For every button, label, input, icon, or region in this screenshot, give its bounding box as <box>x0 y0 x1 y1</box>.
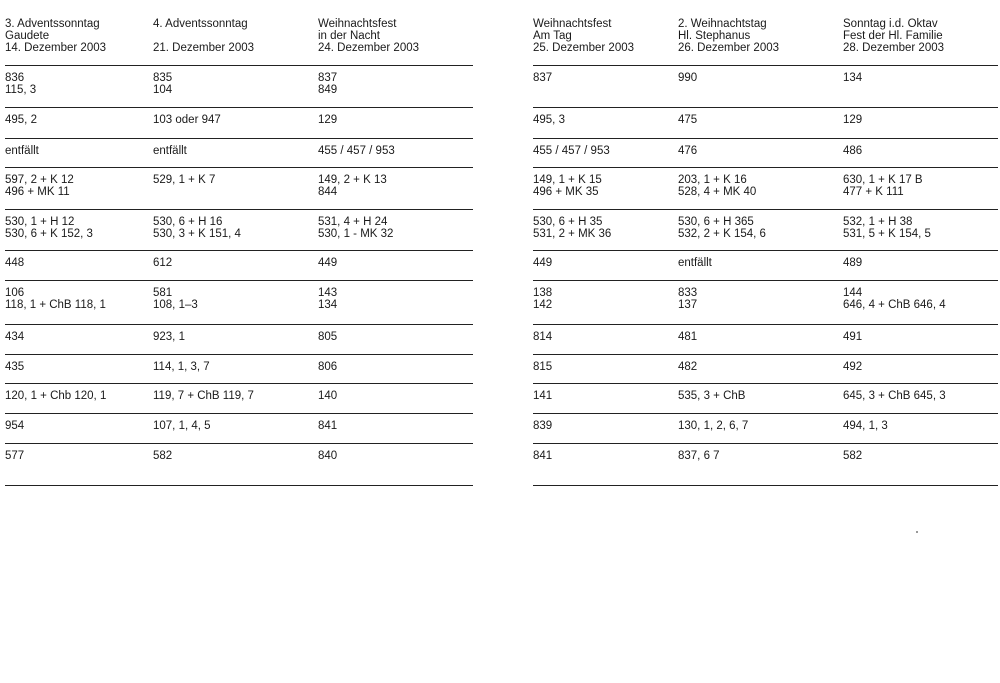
table-row <box>533 384 998 414</box>
table-row <box>5 384 473 414</box>
table-cell: 582 <box>843 450 863 462</box>
table-cell: 495, 2 <box>5 114 37 126</box>
table-cell: 841 <box>533 450 553 462</box>
table-cell: 144 646, 4 + ChB 646, 4 <box>843 287 946 311</box>
table-header <box>533 18 998 66</box>
table-row <box>533 281 998 325</box>
table-cell: 434 <box>5 331 25 343</box>
table-cell: 836 115, 3 <box>5 72 37 96</box>
table-row <box>533 251 998 281</box>
table-cell: 837 849 <box>318 72 338 96</box>
table-cell: 645, 3 + ChB 645, 3 <box>843 390 946 402</box>
column-header: Sonntag i.d. Oktav Fest der Hl. Familie 28. Dezember 2003 <box>843 18 945 54</box>
table-cell: 449 <box>318 257 338 269</box>
table-cell: entfällt <box>153 145 187 157</box>
table-row <box>5 444 473 486</box>
table-cell: 449 <box>533 257 553 269</box>
table-row <box>5 281 473 325</box>
table-header <box>5 18 473 66</box>
table-cell: 530, 6 + H 365 532, 2 + K 154, 6 <box>678 216 766 240</box>
table-row <box>5 355 473 384</box>
table-row <box>533 210 998 251</box>
table-cell: 129 <box>318 114 338 126</box>
table-cell: entfällt <box>678 257 712 269</box>
table-row <box>5 325 473 355</box>
table-row <box>533 168 998 210</box>
table-cell: 140 <box>318 390 338 402</box>
table-cell: 577 <box>5 450 25 462</box>
table-cell: 530, 1 + H 12 530, 6 + K 152, 3 <box>5 216 93 240</box>
table-cell: 529, 1 + K 7 <box>153 174 216 186</box>
table-row <box>533 325 998 355</box>
table-cell: 530, 6 + H 35 531, 2 + MK 36 <box>533 216 612 240</box>
table-cell: 923, 1 <box>153 331 185 343</box>
table-cell: 149, 1 + K 15 496 + MK 35 <box>533 174 602 198</box>
column-header: Weihnachtsfest Am Tag 25. Dezember 2003 <box>533 18 635 54</box>
table-row <box>533 139 998 168</box>
table-cell: 103 oder 947 <box>153 114 221 126</box>
table-cell: 134 <box>843 72 863 84</box>
table-cell: 581 108, 1–3 <box>153 287 198 311</box>
table-cell: 837, 6 7 <box>678 450 720 462</box>
table-cell: 814 <box>533 331 553 343</box>
table-row <box>533 355 998 384</box>
table-cell: 532, 1 + H 38 531, 5 + K 154, 5 <box>843 216 931 240</box>
table-cell: 455 / 457 / 953 <box>318 145 395 157</box>
table-cell: 106 118, 1 + ChB 118, 1 <box>5 287 106 311</box>
table-cell: 491 <box>843 331 863 343</box>
table-cell: 486 <box>843 145 863 157</box>
table-cell: 835 104 <box>153 72 173 96</box>
table-row <box>5 251 473 281</box>
table-cell: 839 <box>533 420 553 432</box>
table-cell: 107, 1, 4, 5 <box>153 420 211 432</box>
table-row <box>5 168 473 210</box>
table-cell: 481 <box>678 331 698 343</box>
table-row <box>5 139 473 168</box>
table-cell: 492 <box>843 361 863 373</box>
table-cell: 597, 2 + K 12 496 + MK 11 <box>5 174 74 198</box>
table-row <box>533 66 998 108</box>
table-row <box>533 444 998 486</box>
table-row <box>5 108 473 139</box>
table-cell: 630, 1 + K 17 B 477 + K 111 <box>843 174 923 198</box>
table-cell: 833 137 <box>678 287 698 311</box>
right-table <box>533 18 998 486</box>
table-cell: entfällt <box>5 145 39 157</box>
table-row <box>533 108 998 139</box>
table-cell: 841 <box>318 420 338 432</box>
table-cell: 806 <box>318 361 338 373</box>
table-cell: 435 <box>5 361 25 373</box>
table-cell: 489 <box>843 257 863 269</box>
table-cell: 455 / 457 / 953 <box>533 145 610 157</box>
table-cell: 494, 1, 3 <box>843 420 888 432</box>
table-cell: 138 142 <box>533 287 553 311</box>
table-cell: 530, 6 + H 16 530, 3 + K 151, 4 <box>153 216 241 240</box>
table-cell: 143 134 <box>318 287 338 311</box>
table-cell: 114, 1, 3, 7 <box>153 361 210 373</box>
table-row <box>5 414 473 444</box>
table-cell: 475 <box>678 114 698 126</box>
left-table <box>5 18 473 486</box>
table-cell: 535, 3 + ChB <box>678 390 746 402</box>
table-cell: 815 <box>533 361 553 373</box>
column-header: 4. Adventssonntag 21. Dezember 2003 <box>153 18 255 54</box>
table-row <box>5 210 473 251</box>
table-cell: 203, 1 + K 16 528, 4 + MK 40 <box>678 174 757 198</box>
table-cell: 612 <box>153 257 173 269</box>
table-row <box>533 414 998 444</box>
table-cell: 990 <box>678 72 698 84</box>
table-cell: 119, 7 + ChB 119, 7 <box>153 390 254 402</box>
table-cell: 141 <box>533 390 553 402</box>
column-header: 2. Weihnachtstag Hl. Stephanus 26. Dezember 2003 <box>678 18 780 54</box>
table-cell: 482 <box>678 361 698 373</box>
table-cell: 495, 3 <box>533 114 565 126</box>
table-cell: 582 <box>153 450 173 462</box>
table-cell: 476 <box>678 145 698 157</box>
column-header: 3. Adventssonntag Gaudete 14. Dezember 2003 <box>5 18 107 54</box>
table-cell: 837 <box>533 72 553 84</box>
column-header: Weihnachtsfest in der Nacht 24. Dezember 2003 <box>318 18 420 54</box>
table-row <box>5 66 473 108</box>
table-cell: 531, 4 + H 24 530, 1 - MK 32 <box>318 216 394 240</box>
table-cell: 149, 2 + K 13 844 <box>318 174 387 198</box>
table-cell: 805 <box>318 331 338 343</box>
table-cell: 954 <box>5 420 25 432</box>
table-cell: 448 <box>5 257 25 269</box>
table-cell: 129 <box>843 114 863 126</box>
scan-speck <box>916 531 918 533</box>
table-cell: 130, 1, 2, 6, 7 <box>678 420 749 432</box>
table-cell: 840 <box>318 450 338 462</box>
table-cell: 120, 1 + Chb 120, 1 <box>5 390 107 402</box>
